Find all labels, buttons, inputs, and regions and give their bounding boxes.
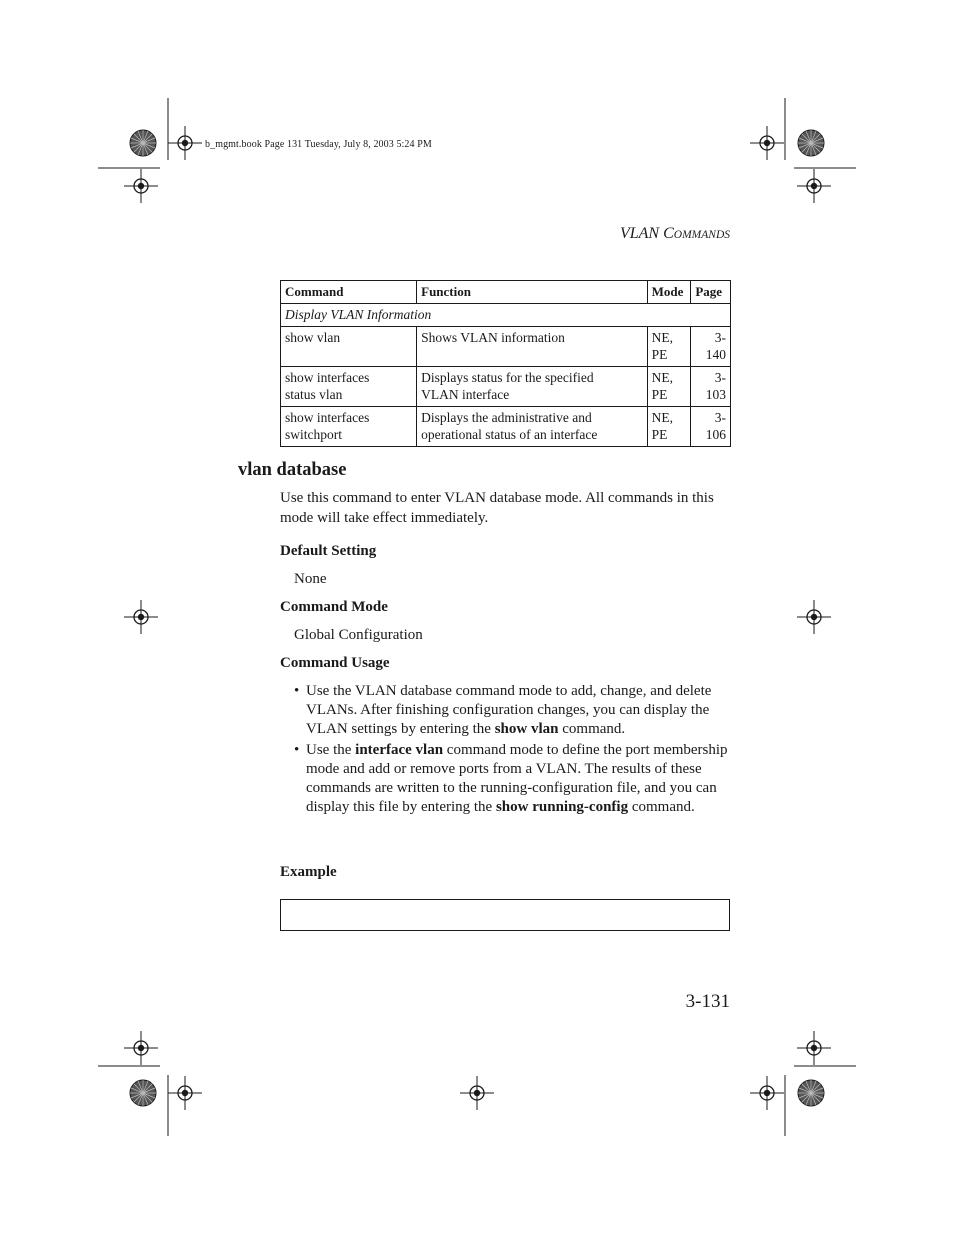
cell-function — [417, 407, 647, 447]
header-page: Page — [691, 281, 731, 304]
cell-command — [281, 407, 417, 447]
section-title: vlan database — [238, 460, 347, 480]
running-head — [620, 225, 730, 243]
running-head-small-caps: OMMANDS — [673, 229, 730, 241]
group-label: Display VLAN Information — [281, 304, 731, 327]
cell-line: NE, — [651, 410, 673, 425]
example-heading: Example — [280, 864, 337, 880]
cell-line: show interfaces — [285, 410, 370, 425]
page-number: 3-131 — [685, 991, 730, 1012]
cell-line: switchport — [285, 427, 342, 442]
cell-line: show interfaces — [285, 370, 370, 385]
header-command: Command — [281, 281, 417, 304]
cell-line: PE — [651, 427, 668, 442]
print-slug: b_mgmt.book Page 131 Tuesday, July 8, 2003 5:24 PM — [205, 139, 432, 150]
cell-command — [281, 367, 417, 407]
cell-function — [417, 327, 647, 367]
command-usage-list — [294, 682, 734, 819]
header-mode: Mode — [647, 281, 691, 304]
table-row — [281, 327, 731, 367]
cell-line: NE, — [651, 330, 673, 345]
cell-command — [281, 327, 417, 367]
running-head-main: VLAN C — [619, 225, 674, 242]
command-table — [280, 280, 731, 447]
cell-mode — [647, 327, 691, 367]
command-usage-heading: Command Usage — [280, 655, 390, 671]
cell-line: NE, — [651, 370, 673, 385]
header-function: Function — [417, 281, 647, 304]
cell-line: operational status of an interface — [421, 427, 598, 442]
cell-mode — [647, 367, 691, 407]
cell-line: Shows VLAN information — [421, 330, 565, 345]
cell-line: PE — [651, 347, 668, 362]
cell-page: 3-106 — [691, 407, 731, 447]
table-row — [281, 367, 731, 407]
table-row — [281, 407, 731, 447]
cell-line: VLAN interface — [421, 387, 510, 402]
command-mode-value: Global Configuration — [294, 627, 423, 643]
cell-line: status vlan — [285, 387, 343, 402]
section-intro: Use this command to enter VLAN database mode. All commands in this mode will take effect immediately. — [280, 490, 714, 526]
example-code-box — [280, 899, 730, 931]
default-setting-value: None — [294, 571, 327, 587]
cell-mode — [647, 407, 691, 447]
table-group-row — [281, 304, 731, 327]
table-header-row — [281, 281, 731, 304]
cell-page: 3-140 — [691, 327, 731, 367]
cell-page: 3-103 — [691, 367, 731, 407]
default-setting-heading: Default Setting — [280, 543, 377, 559]
cell-line: show vlan — [285, 330, 341, 345]
cell-function — [417, 367, 647, 407]
cell-line: Displays status for the specified — [421, 370, 594, 385]
usage-item: • Use the interface vlan command mode to define the port membership mode and add or remove ports from a VLAN. The results of these commands are written to the running-configuration file, and you can display this file by entering the show running-config command. — [294, 742, 728, 815]
command-mode-heading: Command Mode — [280, 599, 388, 615]
cell-line: Displays the administrative and — [421, 410, 592, 425]
usage-item: • Use the VLAN database command mode to add, change, and delete VLANs. After finishing configuration changes, you can display the VLAN settings by entering the show vlan command. — [294, 683, 712, 737]
cell-line: PE — [651, 387, 668, 402]
